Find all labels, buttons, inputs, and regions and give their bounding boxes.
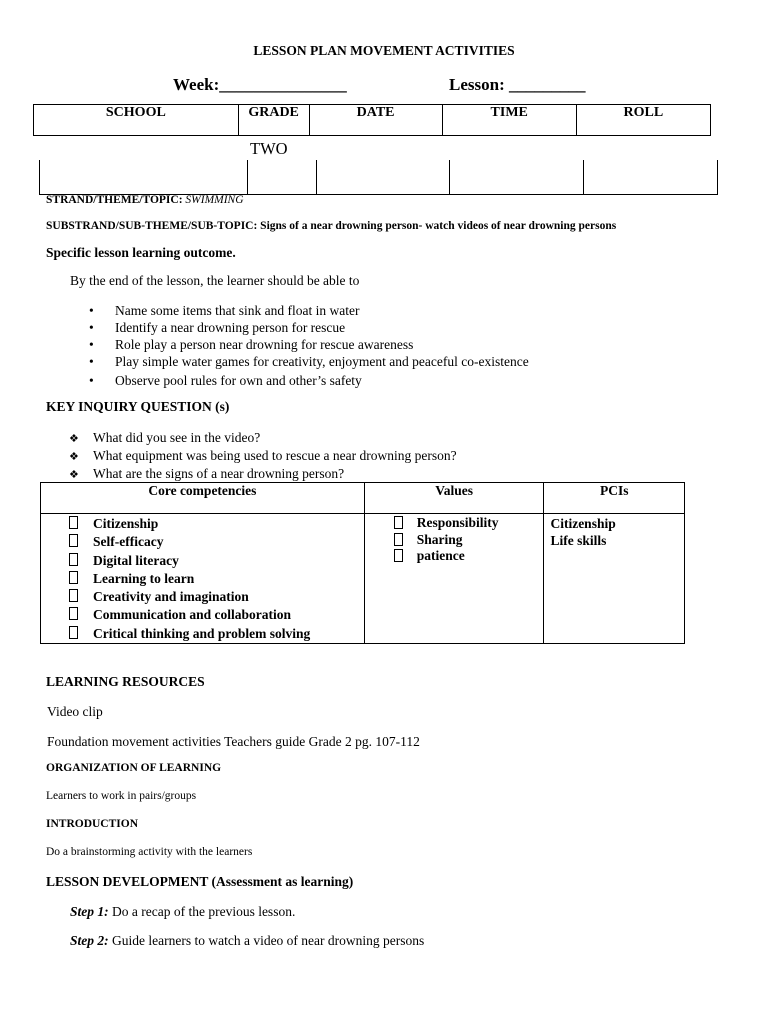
list-item: • Identify a near drowning person for rescue (69, 319, 529, 336)
competencies-cell (41, 514, 365, 644)
checkbox-glyph-icon (394, 533, 403, 546)
values-header: Values (364, 483, 544, 514)
pcis-header: PCIs (544, 483, 685, 514)
strand-label: STRAND/THEME/TOPIC: (46, 194, 186, 206)
list-item: patience (365, 548, 544, 565)
column-grade: GRADE (238, 105, 309, 136)
checkbox-glyph-icon (394, 516, 403, 529)
resources-heading: LEARNING RESOURCES (46, 674, 205, 689)
list-item: • Observe pool rules for own and other’s safety (69, 372, 529, 389)
outcome-intro: By the end of the lesson, the learner should be able to (70, 273, 360, 288)
competency-table (40, 482, 685, 644)
resource-item: Video clip (47, 704, 103, 719)
checkbox-glyph-icon (69, 571, 78, 584)
document-title: LESSON PLAN MOVEMENT ACTIVITIES (253, 43, 515, 58)
outcome-heading: Specific lesson learning outcome. (46, 245, 236, 260)
checkbox-glyph-icon (69, 516, 78, 529)
list-item: ❖ What equipment was being used to rescue a near drowning person? (45, 447, 457, 465)
pcis-cell (544, 514, 685, 644)
core-competencies-header: Core competencies (41, 483, 365, 514)
list-item: • Name some items that sink and float in water (69, 302, 529, 319)
list-item: • Role play a person near drowning for rescue awareness (69, 336, 529, 353)
checkbox-glyph-icon (394, 549, 403, 562)
strand-line (46, 194, 244, 206)
cell-divider (717, 160, 718, 194)
step-label: Step 1: (70, 904, 109, 919)
list-item: ❖ What are the signs of a near drowning person? (45, 465, 457, 483)
checkbox-glyph-icon (69, 589, 78, 602)
checkbox-glyph-icon (69, 607, 78, 620)
cell-divider (39, 160, 40, 194)
column-roll: ROLL (576, 105, 710, 136)
inquiry-list (45, 429, 457, 483)
header-table (33, 104, 711, 136)
pci-item: Life skills (550, 533, 607, 548)
substrand-line: SUBSTRAND/SUB-THEME/SUB-TOPIC: Signs of a near drowning person- watch videos of near drowning persons (46, 220, 617, 232)
list-item: Critical thinking and problem solving (41, 625, 364, 643)
resource-item: Foundation movement activities Teachers guide Grade 2 pg. 107-112 (47, 734, 420, 749)
checkbox-glyph-icon (69, 626, 78, 639)
list-item: Self-efficacy (41, 533, 364, 551)
organization-heading: ORGANIZATION OF LEARNING (46, 762, 222, 774)
values-cell (364, 514, 544, 644)
column-school: SCHOOL (34, 105, 239, 136)
column-time: TIME (442, 105, 576, 136)
introduction-text: Do a brainstorming activity with the learners (46, 846, 253, 858)
list-item: Responsibility (365, 515, 544, 532)
checkbox-glyph-icon (69, 534, 78, 547)
introduction-heading: INTRODUCTION (46, 818, 139, 830)
organization-text: Learners to work in pairs/groups (46, 790, 197, 802)
list-item: Learning to learn (41, 570, 364, 588)
header-values-row (39, 160, 718, 195)
cell-divider (449, 160, 450, 194)
pci-item: Citizenship (550, 516, 616, 531)
list-item: • Play simple water games for creativity, enjoyment and peaceful co-existence (69, 353, 529, 370)
grade-value: TWO (250, 139, 288, 158)
week-field: Week:_______________ (173, 75, 347, 94)
cell-divider (247, 160, 248, 194)
list-item: Communication and collaboration (41, 606, 364, 624)
list-item: Creativity and imagination (41, 588, 364, 606)
inquiry-heading: KEY INQUIRY QUESTION (s) (46, 399, 230, 414)
list-item: Digital literacy (41, 552, 364, 570)
list-item: Sharing (365, 532, 544, 549)
step-label: Step 2: (70, 933, 109, 948)
checkbox-glyph-icon (69, 553, 78, 566)
step-2 (70, 933, 424, 949)
list-item: Citizenship (41, 515, 364, 533)
cell-divider (316, 160, 317, 194)
step-1 (70, 904, 295, 920)
outcome-list (69, 302, 529, 389)
step-text: Do a recap of the previous lesson. (108, 904, 296, 919)
lesson-field: Lesson: _________ (449, 75, 586, 94)
strand-value: SWIMMING (185, 194, 244, 206)
column-date: DATE (309, 105, 442, 136)
step-text: Guide learners to watch a video of near drowning persons (108, 933, 425, 948)
cell-divider (583, 160, 584, 194)
list-item: ❖ What did you see in the video? (45, 429, 457, 447)
development-heading: LESSON DEVELOPMENT (Assessment as learning) (46, 874, 354, 889)
